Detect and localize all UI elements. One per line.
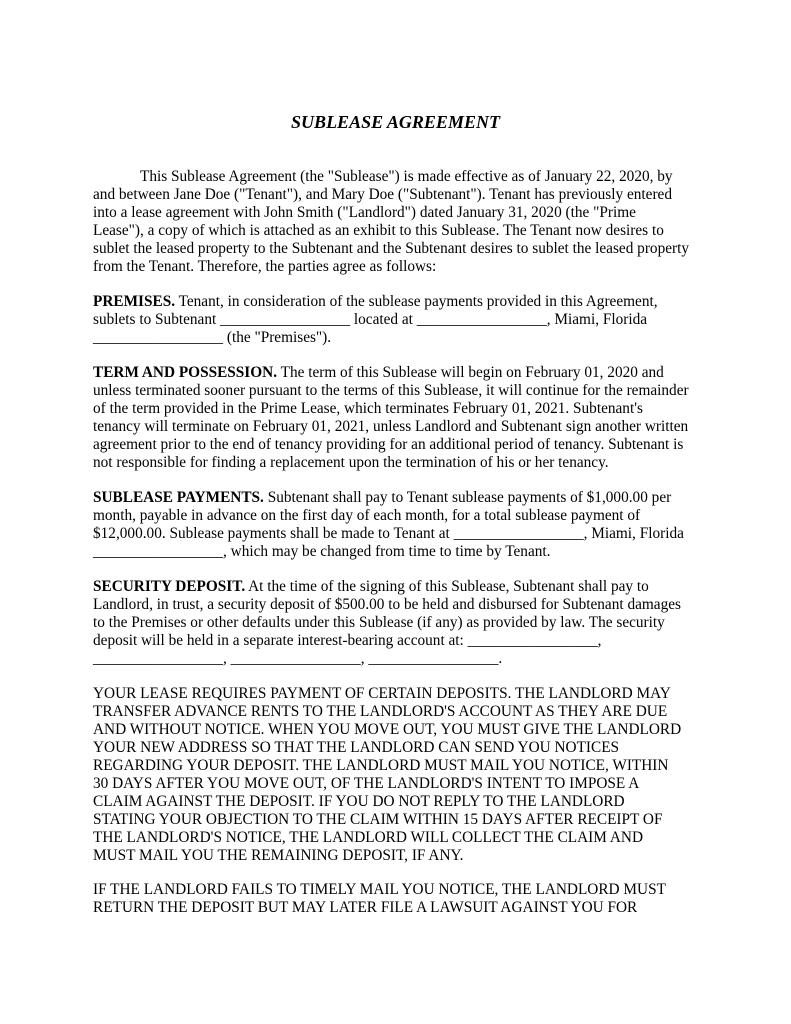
notice-line: YOUR LEASE REQUIRES PAYMENT OF CERTAIN DEPOSITS. THE LANDLORD MAY — [93, 685, 671, 702]
term-line: tenancy will terminate on February 01, 2021, unless Landlord and Subtenant sign another written — [93, 418, 689, 435]
intro-line: and between Jane Doe ("Tenant"), and Mary Doe ("Subtenant"). Tenant has previously entered — [93, 186, 672, 203]
intro-line: into a lease agreement with John Smith ("Landlord") dated January 31, 2020 (the "Prime — [93, 204, 636, 221]
deposit-line: _________________, _________________, _________________. — [93, 650, 503, 667]
intro-line: Lease"), a copy of which is attached as an exhibit to this Sublease. The Tenant now desires to — [93, 222, 664, 239]
notice-line: REGARDING YOUR DEPOSIT. THE LANDLORD MUST MAIL YOU NOTICE, WITHIN — [93, 757, 669, 774]
intro-line: This Sublease Agreement (the "Sublease") is made effective as of January 22, 2020, by — [140, 168, 673, 185]
term-text: The term of this Sublease will begin on February 01, 2020 and — [277, 364, 664, 381]
payments-text: Subtenant shall pay to Tenant sublease payments of $1,000.00 per — [263, 489, 672, 506]
premises-text: Tenant, in consideration of the sublease payments provided in this Agreement, — [175, 293, 658, 310]
intro-line: from the Tenant. Therefore, the parties agree as follows: — [93, 258, 437, 275]
document-title: SUBLEASE AGREEMENT — [291, 112, 500, 132]
term-line: agreement prior to the end of tenancy providing for an additional period of tenancy. Subtenant is — [93, 436, 684, 453]
notice-line: MUST MAIL YOU THE REMAINING DEPOSIT, IF ANY. — [93, 847, 464, 864]
payments-section — [93, 489, 705, 561]
payments-heading: SUBLEASE PAYMENTS. — [93, 489, 264, 506]
intro-paragraph — [93, 168, 705, 276]
deposit-line: deposit will be held in a separate interest-bearing account at: _________________, — [93, 632, 602, 649]
premises-line: _________________ (the "Premises"). — [93, 329, 332, 346]
notice-line: AND WITHOUT NOTICE. WHEN YOU MOVE OUT, YOU MUST GIVE THE LANDLORD — [93, 721, 682, 738]
deposit-section — [93, 578, 705, 668]
premises-line: sublets to Subtenant _________________ located at _________________, Miami, Florida — [93, 311, 648, 328]
notice-line: IF THE LANDLORD FAILS TO TIMELY MAIL YOU NOTICE, THE LANDLORD MUST — [93, 881, 666, 898]
notice-line: 30 DAYS AFTER YOU MOVE OUT, OF THE LANDLORD'S INTENT TO IMPOSE A — [93, 775, 640, 792]
term-heading: TERM AND POSSESSION. — [93, 364, 278, 381]
premises-heading: PREMISES. — [93, 293, 176, 310]
premises-section — [93, 293, 705, 347]
term-line: of the term provided in the Prime Lease, which terminates February 01, 2021. Subtenant's — [93, 400, 643, 417]
intro-line: sublet the leased property to the Subtenant and the Subtenant desires to sublet the leased property — [93, 240, 689, 257]
notice-line: THE LANDLORD'S NOTICE, THE LANDLORD WILL COLLECT THE CLAIM AND — [93, 829, 644, 846]
landlord-failure-paragraph — [93, 881, 705, 917]
deposit-heading: SECURITY DEPOSIT. — [93, 578, 246, 595]
payments-line: month, payable in advance on the first day of each month, for a total sublease payment of — [93, 507, 641, 524]
deposit-line: to the Premises or other defaults under this Sublease (if any) as provided by law. The security — [93, 614, 665, 631]
term-line: unless terminated sooner pursuant to the terms of this Sublease, it will continue for the remainder — [93, 382, 689, 399]
deposit-notice-paragraph — [93, 685, 705, 865]
deposit-line: Landlord, in trust, a security deposit of $500.00 to be held and disbursed for Subtenant damages — [93, 596, 681, 613]
notice-line: YOUR NEW ADDRESS SO THAT THE LANDLORD CAN SEND YOU NOTICES — [93, 739, 620, 756]
payments-line: $12,000.00. Sublease payments shall be made to Tenant at _________________, Miami, Florida — [93, 525, 684, 542]
payments-line: _________________, which may be changed from time to time by Tenant. — [93, 543, 551, 560]
deposit-text: At the time of the signing of this Sublease, Subtenant shall pay to — [245, 578, 649, 595]
notice-line: STATING YOUR OBJECTION TO THE CLAIM WITHIN 15 DAYS AFTER RECEIPT OF — [93, 811, 663, 828]
notice-line: RETURN THE DEPOSIT BUT MAY LATER FILE A LAWSUIT AGAINST YOU FOR — [93, 899, 638, 916]
notice-line: CLAIM AGAINST THE DEPOSIT. IF YOU DO NOT REPLY TO THE LANDLORD — [93, 793, 625, 810]
term-line: not responsible for finding a replacement upon the termination of his or her tenancy. — [93, 454, 609, 471]
notice-line: TRANSFER ADVANCE RENTS TO THE LANDLORD'S ACCOUNT AS THEY ARE DUE — [93, 703, 668, 720]
term-section — [93, 364, 705, 472]
